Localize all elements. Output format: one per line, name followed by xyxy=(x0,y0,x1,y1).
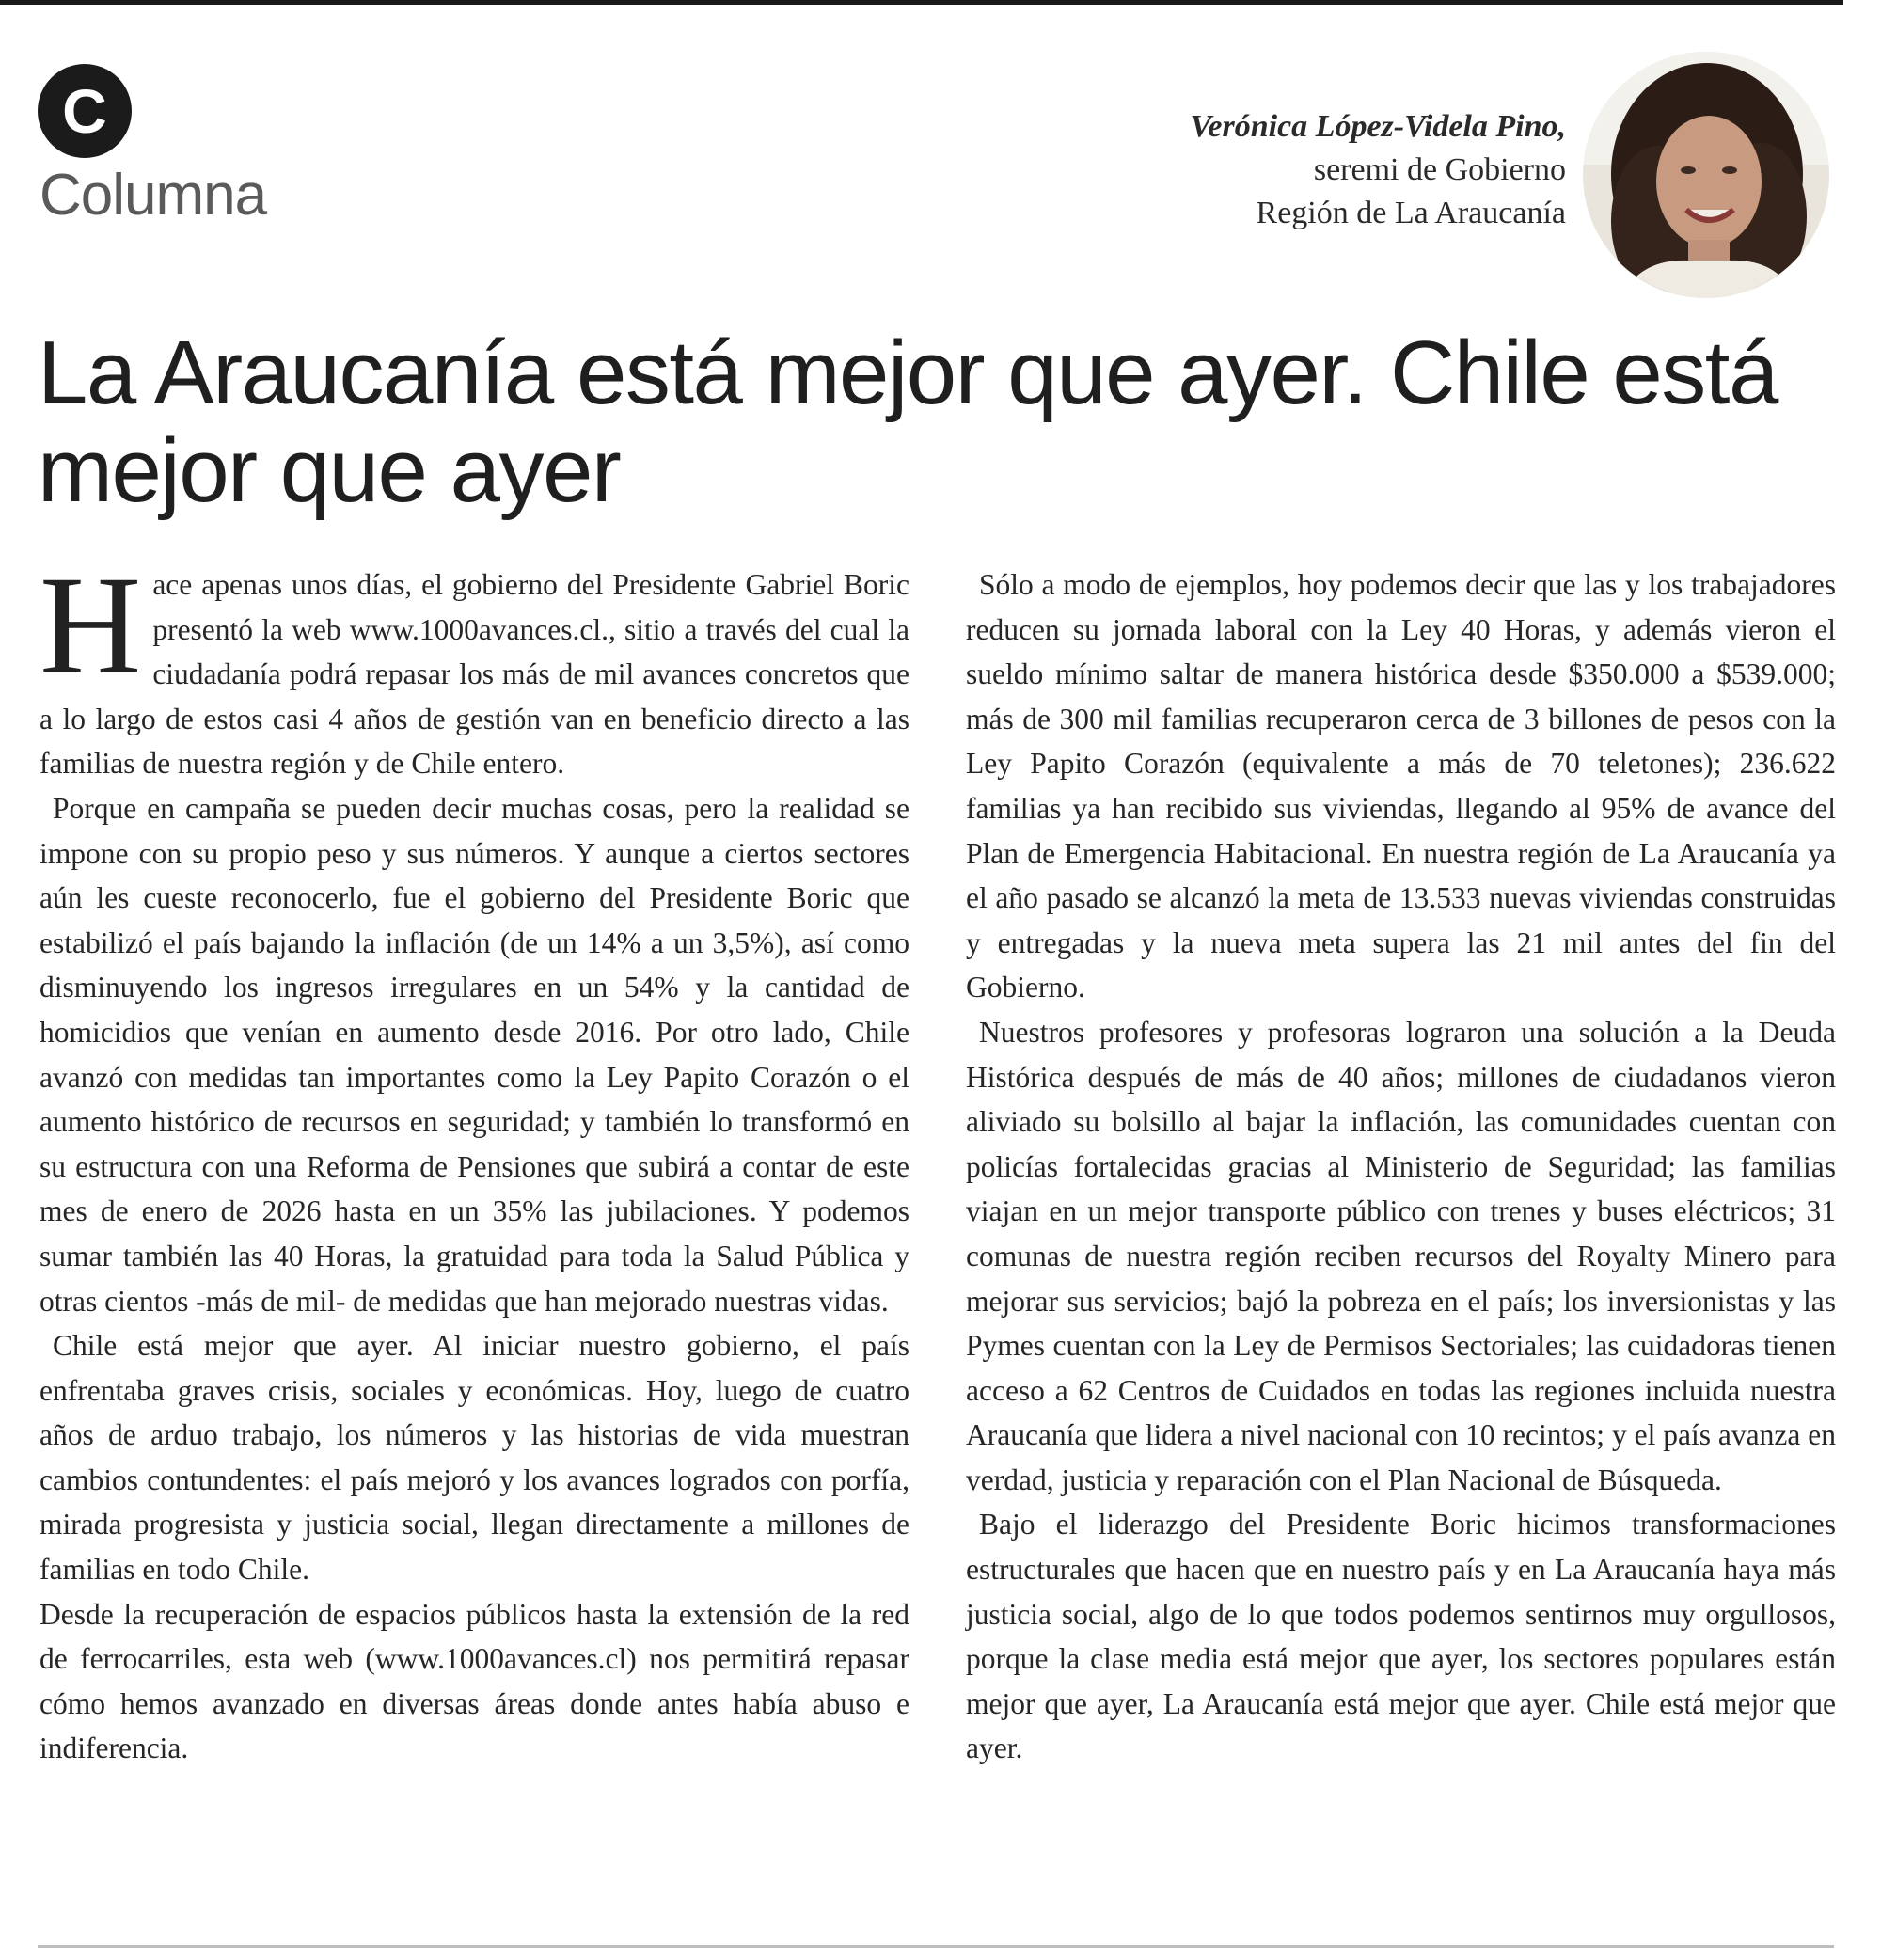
author-name: Verónica López-Videla Pino, xyxy=(1190,109,1566,144)
paragraph: Nuestros profesores y profesoras lograron una solución a la Deuda Histórica después de más de 40 años; millones de ciudadanos vieron aliviado su bolsillo al bajar la inflación, las comunidades cuentan con policías fortalecidas gracias al Ministerio de Seguridad; las familias viajan en un mejor transporte público con trenes y buses eléctricos; 31 comunas de nuestra región reciben recursos del Royalty Minero para mejorar sus servicios; bajó la pobreza en el país; los inversionistas y las Pymes cuentan con la Ley de Permisos Sectoriales; las cuidadoras tienen acceso a 62 Centros de Cuidados en todas las regiones incluida nuestra Araucanía que lidera a nivel nacional con 10 recintos; y el país avanza en verdad, justicia y reparación con el Plan Nacional de Búsqueda. xyxy=(966,1015,1836,1496)
dropcap: H xyxy=(40,547,142,703)
paragraph: Desde la recuperación de espacios públicos hasta la extensión de la red de ferrocarriles, esta web (www.1000avances.cl) nos permitirá repasar cómo hemos avanzado en diversas áreas donde antes había abuso e indiferencia. xyxy=(40,1597,909,1765)
article-column-right xyxy=(966,562,1836,1771)
column-badge-icon xyxy=(38,64,132,158)
author-byline xyxy=(1191,105,1567,235)
paragraph: Sólo a modo de ejemplos, hoy podemos decir que las y los trabajadores reducen su jornada laboral con la Ley 40 Horas, y además vieron el sueldo mínimo saltar de manera histórica desde $350.000 a $539.000; más de 300 mil familias recuperaron cerca de 3 billones de pesos con la Ley Papito Corazón (equivalente a más de 70 teletones); 236.622 familias ya han recibido sus viviendas, llegando al 95% de avance del Plan de Emergencia Habitacional. En nuestra región de La Araucanía ya el año pasado se alcanzó la meta de 13.533 nuevas viviendas construidas y entregadas y la nueva meta supera las 21 mil antes del fin del Gobierno. xyxy=(966,568,1836,1004)
bottom-rule xyxy=(38,1945,1834,1948)
article-column-left xyxy=(40,547,909,1771)
author-portrait-image xyxy=(1583,52,1829,298)
author-role: seremi de Gobierno xyxy=(1313,152,1566,187)
paragraph: Chile está mejor que ayer. Al iniciar nuestro gobierno, el país enfrentaba graves crisis, sociales y económicas. Hoy, luego de cuatro años de arduo trabajo, los números y las historias de vida muestran cambios contundentes: el país mejoró y los avances logrados con porfía, mirada progresista y justicia social, llegan directamente a millones de familias en todo Chile. xyxy=(40,1329,909,1587)
headline: La Araucanía está mejor que ayer. Chile está mejor que ayer xyxy=(38,323,1778,521)
paragraph-text: ace apenas unos días, el gobierno del Presidente Gabriel Boric presentó la web www.1000avances.cl., sitio a través del cual la ciudadanía podrá repasar los más de mil avances concretos que a lo largo de estos casi 4 años de gestión van en beneficio directo a las familias de nuestra región y de Chile entero. xyxy=(40,568,909,781)
badge-letter: C xyxy=(62,76,107,146)
paragraph xyxy=(40,547,909,786)
paragraph: Porque en campaña se pueden decir muchas cosas, pero la realidad se impone con su propio peso y sus números. Y aunque a ciertos sectores aún les cueste reconocerlo, fue el gobierno del Presidente Boric que estabilizó el país bajando la inflación (de un 14% a un 3,5%), así como disminuyendo los ingresos irregulares en un 54% y la cantidad de homicidios que venían en aumento desde 2016. Por otro lado, Chile avanzó con medidas tan importantes como la Ley Papito Corazón o el aumento histórico de recursos en seguridad; y también lo transformó en su estructura con una Reforma de Pensiones que subirá a contar de este mes de enero de 2026 hasta en un 35% las jubilaciones. Y podemos sumar también las 40 Horas, la gratuidad para toda la Salud Pública y otras cientos -más de mil- de medidas que han mejorado nuestras vidas. xyxy=(40,791,909,1318)
paragraph: Bajo el liderazgo del Presidente Boric hicimos transformaciones estructurales que hacen que en nuestro país y en La Araucanía haya más justicia social, algo de lo que todos podemos sentirnos muy orgullosos, porque la clase media está mejor que ayer, los sectores populares están mejor que ayer, La Araucanía está mejor que ayer. Chile está mejor que ayer. xyxy=(966,1508,1836,1765)
author-photo xyxy=(1583,52,1829,298)
author-region: Región de La Araucanía xyxy=(1256,196,1566,230)
top-rule xyxy=(0,0,1843,5)
section-label: Columna xyxy=(40,163,267,228)
